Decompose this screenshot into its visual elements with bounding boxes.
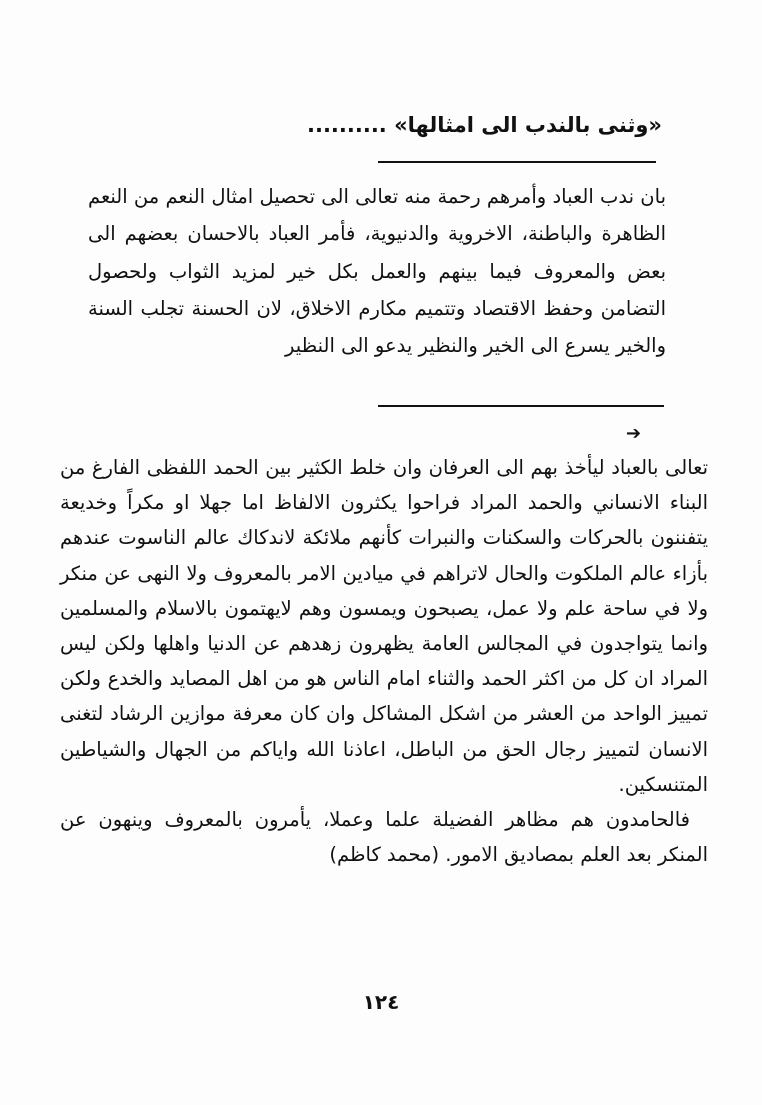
page-number: ١٢٤: [362, 990, 400, 1014]
main-text: [60, 450, 708, 872]
section-heading: «وثنى بالندب الى امثالها» ..........: [307, 113, 662, 137]
footnote-divider: [378, 405, 664, 407]
paragraph: تعالى بالعباد ليأخذ بهم الى العرفان وان خلط الكثير بين الحمد اللفظى الفارغ من البناء الانساني والحمد المراد فراحوا يكثرون الالفاظ اما جهلا او مكراً وخديعة يتفننون بالحركات والسكنات والنبرات كأنهم ملائكة لاندكاك عالم الناسوت عندهم بأزاء عالم الملكوت والحال لاتراهم في ميادين الامر بالمعروف ولا النهى عن منكر ولا في ساحة علم ولا عمل، يصبحون ويمسون وهم لايهتمون بالاسلام والمسلمين وانما يتواجدون في المجالس العامة يظهرون زهدهم عن الدنيا واهلها ولكن ليس المراد ان كل من اكثر الحمد والثناء امام الناس هو من اهل المصايد والخدع ولكن تمييز الواحد من العشر من اشكل المشاكل وان كان معرفة موازين الرشاد لتغنى الانسان لتمييز رجال الحق من الباطل، اعاذنا الله واياكم من الجهال والشياطين المتنسكين.: [60, 456, 708, 796]
continuation-arrow-icon: ➔: [626, 423, 642, 444]
paragraph: فالحامدون هم مظاهر الفضيلة علما وعملا، يأمرون بالمعروف وينهون عن المنكر بعد العلم بمصاديق الامور. (محمد كاظم): [60, 808, 708, 867]
heading-divider: [378, 161, 656, 163]
footnote-text: بان ندب العباد وأمرهم رحمة منه تعالى الى تحصيل امثال النعم من النعم الظاهرة والباطنة، الاخروية والدنيوية، فأمر العباد بالاحسان بعضهم الى بعض والمعروف فيما بينهم والعمل بكل خير لمزيد الثواب ولحصول التضامن وحفظ الاقتصاد وتتميم مكارم الاخلاق، لان الحسنة تجلب السنة والخير يسرع الى الخير والنظير يدعو الى النظير: [88, 185, 666, 358]
